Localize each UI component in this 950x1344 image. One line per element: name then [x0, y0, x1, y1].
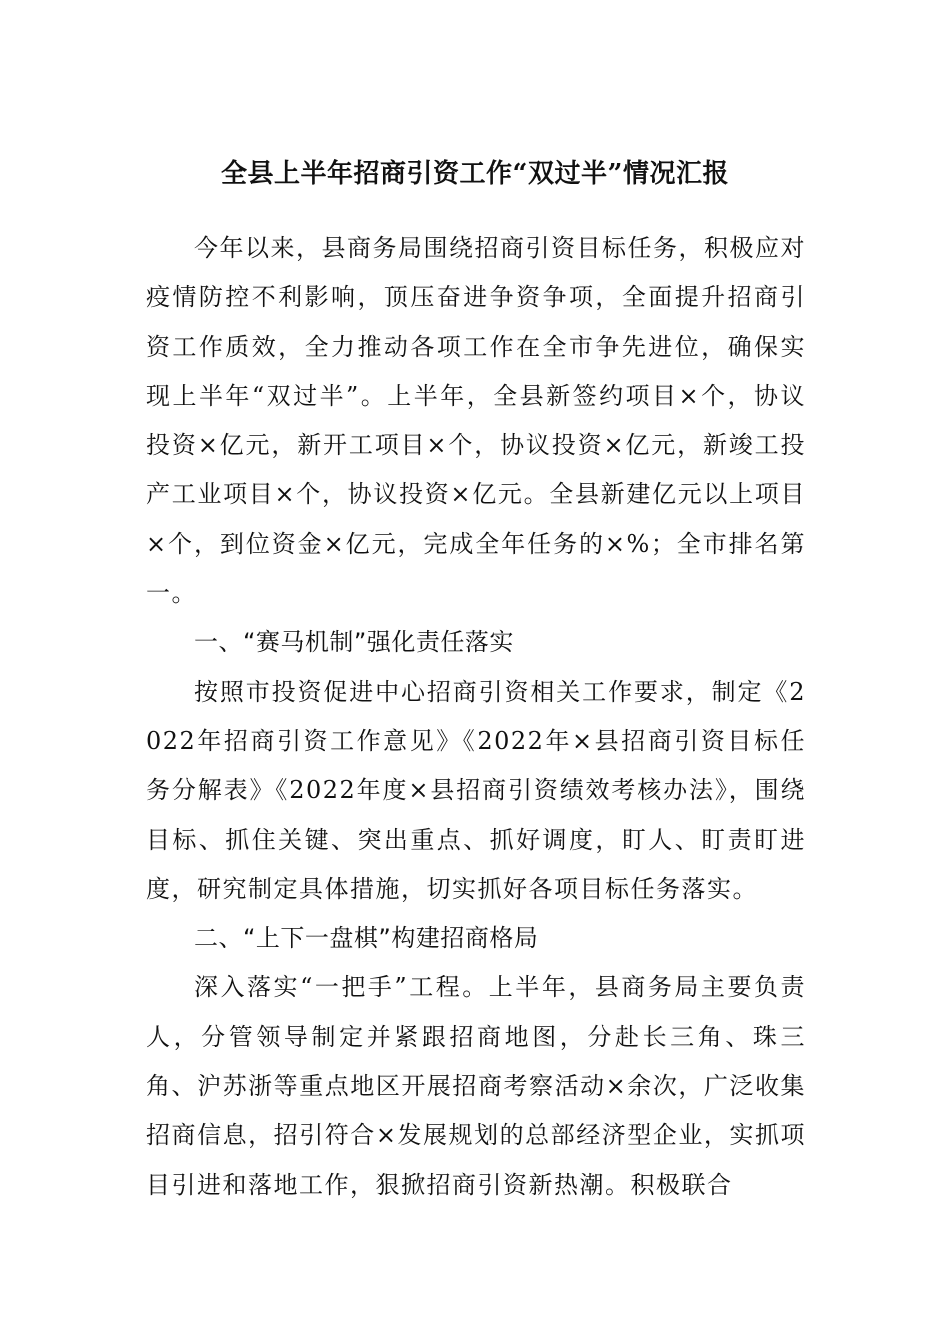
document-title: 全县上半年招商引资工作“双过半”情况汇报 — [221, 159, 729, 189]
section-2-paragraph: 深入落实“一把手”工程。上半年，县商务局主要负责人，分管领导制定并紧跟招商地图，分赴长三角、珠三角、沪苏浙等重点地区开展招商考察活动×余次，广泛收集招商信息，招引符合×发展规划的总部经济型企业，实抓项目引进和落地工作，狠掀招商引资新热潮。积极联合 — [146, 973, 806, 1199]
section-2-heading: 二、“上下一盘棋”构建招商格局 — [194, 924, 539, 953]
document-body — [146, 224, 806, 1210]
intro-paragraph: 今年以来，县商务局围绕招商引资目标任务，积极应对疫情防控不利影响，顶压奋进争资争项，全面提升招商引资工作质效，全力推动各项工作在全市争先进位，确保实现上半年“双过半”。上半年，全县新签约项目×个，协议投资×亿元，新开工项目×个，协议投资×亿元，新竣工投产工业项目×个，协议投资×亿元。全县新建亿元以上项目×个，到位资金×亿元，完成全年任务的×%；全市排名第一。 — [146, 234, 806, 608]
section-1-paragraph: 按照市投资促进中心招商引资相关工作要求，制定《2022年招商引资工作意见》《2022年×县招商引资目标任务分解表》《2022年度×县招商引资绩效考核办法》，围绕目标、抓住关键、突出重点、抓好调度，盯人、盯责盯进度，研究制定具体措施，切实抓好各项目标任务落实。 — [146, 677, 806, 903]
section-1-heading: 一、“赛马机制”强化责任落实 — [194, 628, 514, 657]
